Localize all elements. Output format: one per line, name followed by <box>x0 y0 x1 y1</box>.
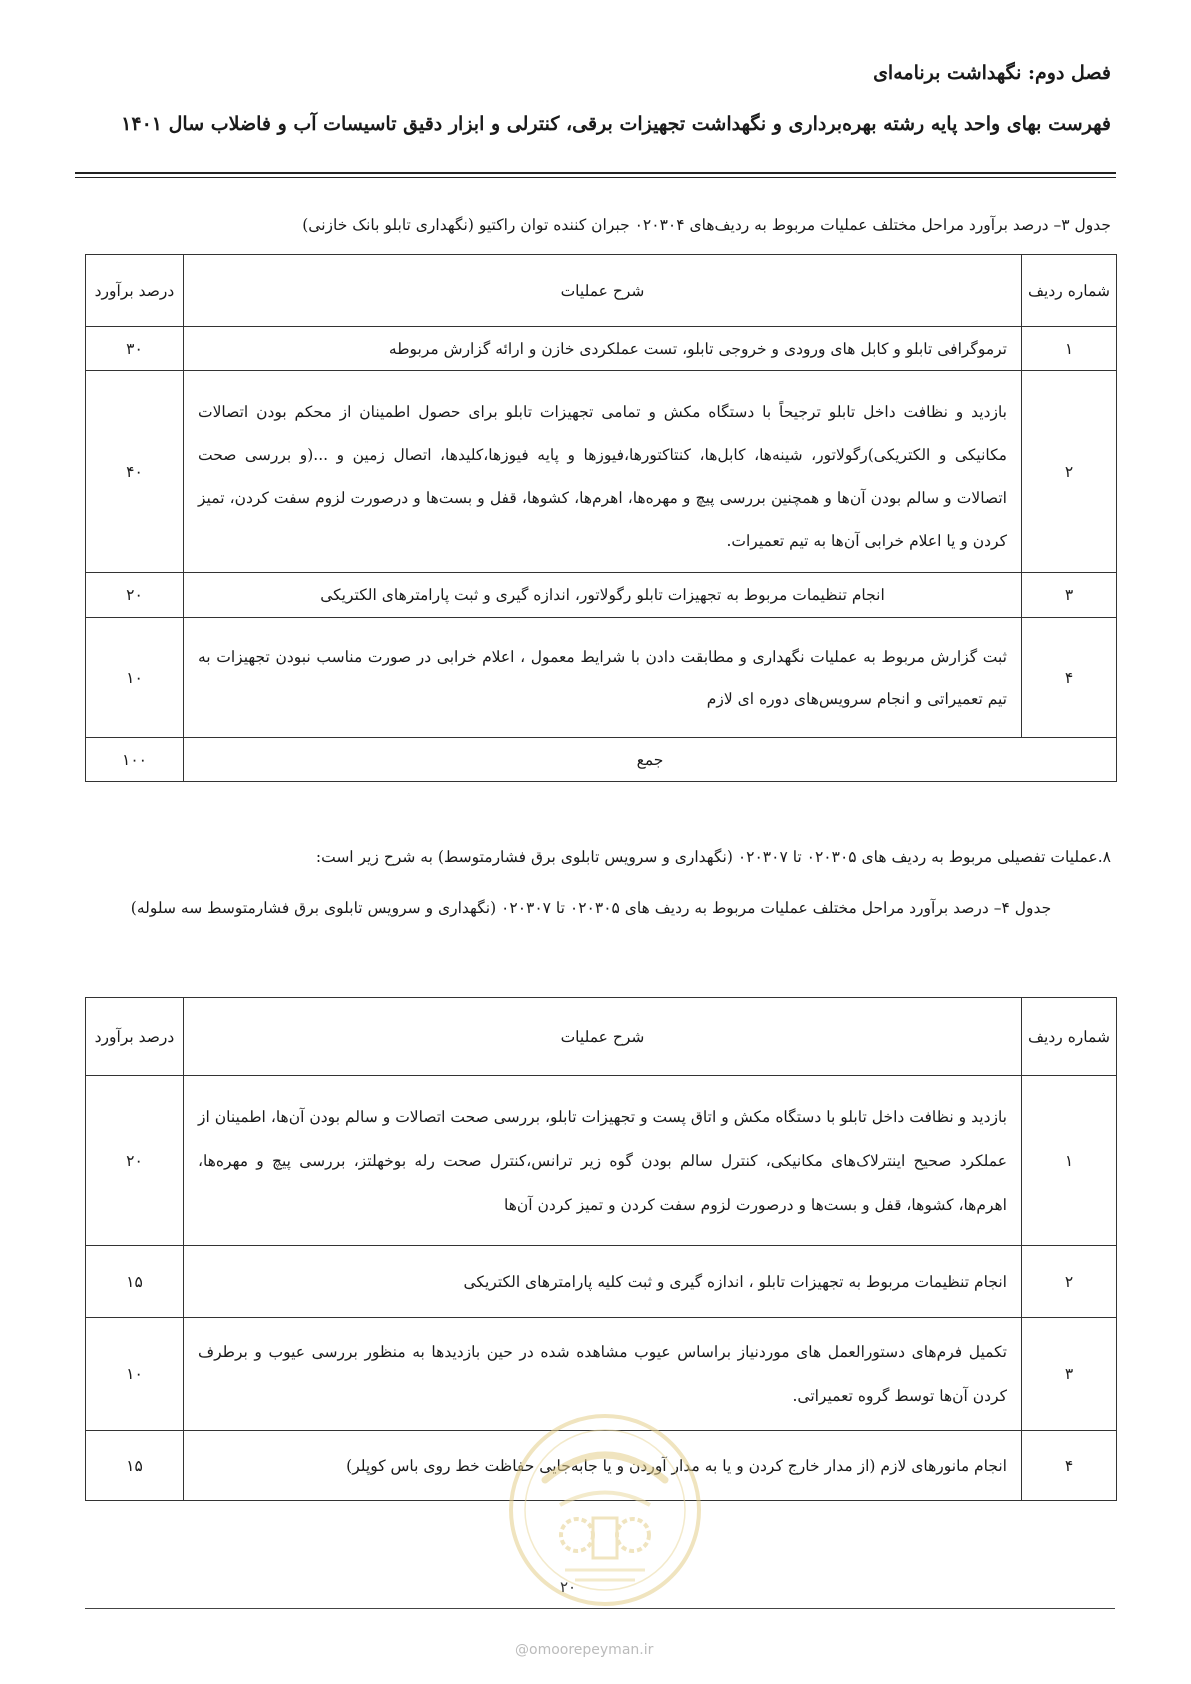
header-description: شرح عملیات <box>184 255 1022 327</box>
row-percent: ۲۰ <box>86 573 184 618</box>
header-percent: درصد برآورد <box>86 255 184 327</box>
row-percent: ۲۰ <box>86 1076 184 1246</box>
row-description: بازدید و نظافت داخل تابلو ترجیحاً با دستگاه مکش و تمامی تجهیزات تابلو برای حصول اطمینان از محکم بودن اتصالات مکانیکی و الکتریکی)رگولاتور، شینه‌ها، کابل‌ها، کنتاکتورها،فیوزها و پایه فیوزها،کلیدها، اتصال زمین و ...(و بررسی صحت اتصالات و سالم بودن آن‌ها و همچنین بررسی پیچ و مهره‌ها، اهرم‌ها، کشوها، قفل و بست‌ها و درصورت لزوم سفت کردن، تمیز کردن و یا اعلام خرابی آن‌ها به تیم تعمیرات. <box>184 371 1022 573</box>
row-percent: ۴۰ <box>86 371 184 573</box>
row-number: ۴ <box>1022 618 1117 738</box>
row-number: ۲ <box>1022 1246 1117 1318</box>
table3 <box>85 254 1117 782</box>
header-row-number: شماره ردیف <box>1022 998 1117 1076</box>
row-number: ۱ <box>1022 1076 1117 1246</box>
row-number: ۳ <box>1022 1318 1117 1431</box>
row-description: انجام تنظیمات مربوط به تجهیزات تابلو رگولاتور، اندازه گیری و ثبت پارامترهای الکتریکی <box>184 573 1022 618</box>
table4-caption: جدول ۴– درصد برآورد مراحل مختلف عملیات مربوط به ردیف های ۰۲۰۳۰۵ تا ۰۲۰۳۰۷ (نگهداری و سرویس تابلوی برق فشارمتوسط سه سلوله) <box>130 899 1052 917</box>
header-percent: درصد برآورد <box>86 998 184 1076</box>
page-number: ۲۰ <box>560 1578 577 1596</box>
table-row <box>86 618 1117 738</box>
row-description: ترموگرافی تابلو و کابل های ورودی و خروجی تابلو، تست عملکردی خازن و ارائه گزارش مربوطه <box>184 327 1022 371</box>
row-description: ثبت گزارش مربوط به عملیات نگهداری و مطابقت دادن با شرایط معمول ، اعلام خرابی در صورت مناسب نبودن تجهیزات به تیم تعمیراتی و انجام سرویس‌های دوره ای لازم <box>184 618 1022 738</box>
total-label: جمع <box>184 738 1117 782</box>
table-header-row <box>86 998 1117 1076</box>
row-description: تکمیل فرم‌های دستورالعمل های موردنیاز براساس عیوب مشاهده شده در حین بازدیدها به منظور بررسی عیوب و برطرف کردن آن‌ها توسط گروه تعمیراتی. <box>184 1318 1022 1431</box>
row-description: انجام تنظیمات مربوط به تجهیزات تابلو ، اندازه گیری و ثبت کلیه پارامترهای الکتریکی <box>184 1246 1022 1318</box>
table3-caption: جدول ۳– درصد برآورد مراحل مختلف عملیات مربوط به ردیف‌های ۰۲۰۳۰۴ جبران کننده توان راکتیو (نگهداری تابلو بانک خازنی) <box>302 216 1111 234</box>
row-description: انجام مانورهای لازم (از مدار خارج کردن و یا به مدار آوردن و یا جابه‌جایی حفاظت خط روی باس کوپلر) <box>184 1431 1022 1501</box>
table-row <box>86 327 1117 371</box>
header-rule-thin <box>75 177 1116 178</box>
omoorepeyman-seal-icon <box>505 1410 705 1610</box>
row-description: بازدید و نظافت داخل تابلو با دستگاه مکش و اتاق پست و تجهیزات تابلو، بررسی صحت اتصالات و سالم بودن آن‌ها، اطمینان از عملکرد صحیح اینترلاک‌های مکانیکی، کنترل سالم بودن گوه زیر ترانس،کنترل صحت رله بوخهلتز، بررسی پیچ و مهره‌ها، اهرم‌ها، کشوها، قفل و بست‌ها و درصورت لزوم سفت کردن و تمیز کردن آن‌ها <box>184 1076 1022 1246</box>
header-rule <box>75 172 1116 174</box>
table-header-row <box>86 255 1117 327</box>
row-number: ۲ <box>1022 371 1117 573</box>
row-number: ۳ <box>1022 573 1117 618</box>
row-percent: ۱۰ <box>86 1318 184 1431</box>
watermark-url: @omoorepeyman.ir <box>515 1642 654 1658</box>
footer-rule <box>85 1608 1115 1609</box>
table-row <box>86 1076 1117 1246</box>
row-percent: ۱۵ <box>86 1246 184 1318</box>
header-description: شرح عملیات <box>184 998 1022 1076</box>
row-number: ۴ <box>1022 1431 1117 1501</box>
section-8-paragraph: ۸.عملیات تفصیلی مربوط به ردیف های ۰۲۰۳۰۵ تا ۰۲۰۳۰۷ (نگهداری و سرویس تابلوی برق فشارمتوسط) به شرح زیر است: <box>315 848 1111 866</box>
row-number: ۱ <box>1022 327 1117 371</box>
table-total-row <box>86 738 1117 782</box>
table-row <box>86 1246 1117 1318</box>
document-title: فهرست بهای واحد پایه رشته بهره‌برداری و نگهداشت تجهیزات برقی، کنترلی و ابزار دقیق تاسیسات آب و فاضلاب سال ۱۴۰۱ <box>121 113 1111 135</box>
total-percent: ۱۰۰ <box>86 738 184 782</box>
chapter-heading: فصل دوم: نگهداشت برنامه‌ای <box>873 62 1111 84</box>
row-percent: ۱۰ <box>86 618 184 738</box>
row-percent: ۱۵ <box>86 1431 184 1501</box>
header-row-number: شماره ردیف <box>1022 255 1117 327</box>
row-percent: ۳۰ <box>86 327 184 371</box>
table-row <box>86 573 1117 618</box>
table-row <box>86 371 1117 573</box>
